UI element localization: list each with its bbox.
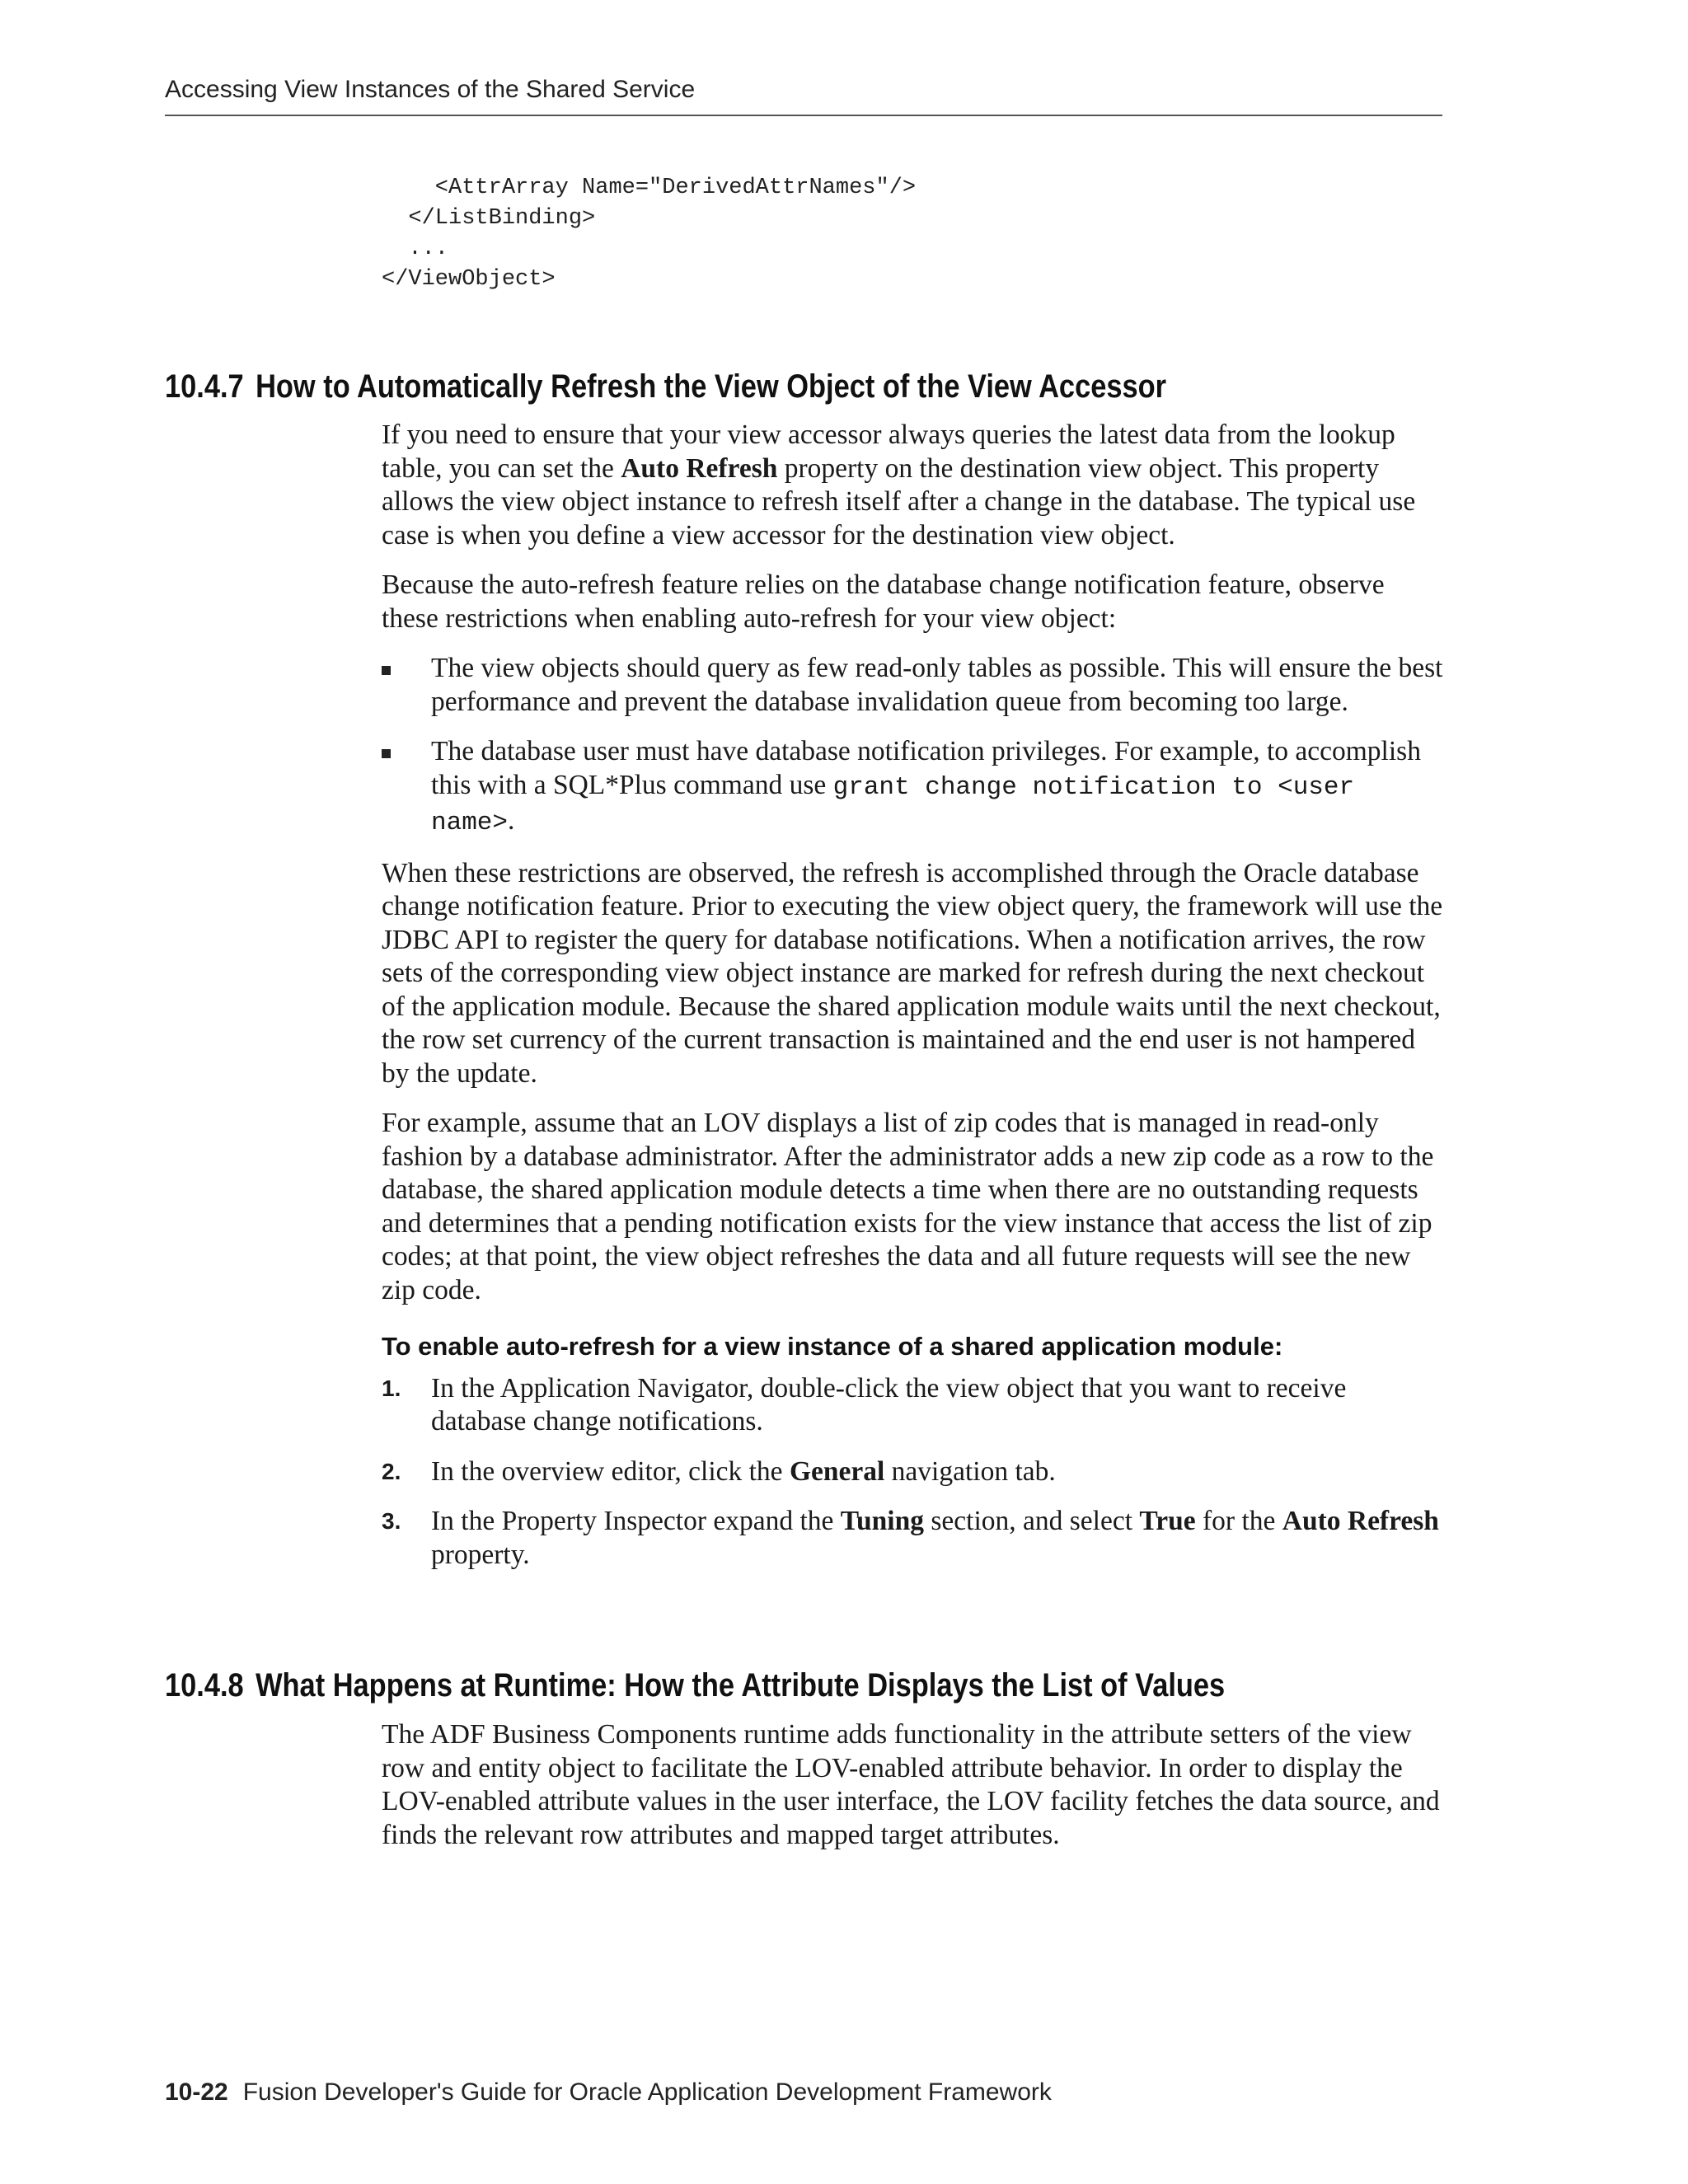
step-item [382,1455,1445,1489]
paragraph [382,419,1445,552]
text-run: If you need to ensure that your view accessor always queries the latest data from the lookup table, you can set the [382,419,1395,484]
step-number: 2. [382,1458,401,1484]
bold-term: Auto Refresh [621,452,778,484]
text-run: . [508,805,515,836]
list-item-text: The view objects should query as few read-only tables as possible. This will ensure the best performance and prevent the database invalidation queue from becoming too large. [431,653,1443,717]
step-item [382,1505,1445,1572]
step-text: In the overview editor, click the [431,1455,790,1487]
header-rule [165,115,1442,116]
bullet-icon [382,749,391,758]
text-run: property on the destination view object. This property allows the view object instance to refresh itself after a change in the database. The typical use case is when you define a view accessor for the destination view object. [382,452,1416,551]
section-title: What Happens at Runtime: How the Attribute Displays the List of Values [256,1667,1226,1704]
paragraph: The ADF Business Components runtime adds functionality in the attribute setters of the view row and entity object to facilitate the LOV-enabled attribute behavior. In order to display the LOV-enabled attribute values in the user interface, the LOV facility fetches the data source, and finds the relevant row attributes and mapped target attributes. [382,1719,1440,1850]
bold-term: Auto Refresh [1282,1506,1439,1536]
step-text: In the Property Inspector expand the [431,1506,841,1536]
section-number: 10.4.7 [165,368,244,405]
section-heading-10-4-7 [165,368,1166,405]
step-text: for the [1195,1506,1282,1536]
step-item [382,1372,1445,1439]
list-item-text: The database user must have database notification privileges. For example, to accomplish this with a SQL*Plus command use [431,736,1421,800]
step-number: 3. [382,1508,401,1534]
running-header: Accessing View Instances of the Shared Service [165,76,696,103]
bold-term: Tuning [840,1506,924,1536]
paragraph: For example, assume that an LOV displays a list of zip codes that is managed in read-only fashion by a database administrator. After the administrator adds a new zip code as a row to the database, the shared application module detects a time when there are no outstanding requests and determines that a pending notification exists for the view instance that access the list of zip codes; at that point, the view object refreshes the data and all future requests will see the new zip code. [382,1108,1434,1305]
book-title: Fusion Developer's Guide for Oracle Application Development Framework [242,2079,1052,2106]
step-text: navigation tab. [884,1455,1056,1487]
paragraph: When these restrictions are observed, the refresh is accomplished through the Oracle database change notification feature. Prior to executing the view object query, the framework will use the JDBC API to register the query for database notifications. When a notification arrives, the row sets of the corresponding view object instance are marked for refresh during the next checkout of the application module. Because the shared application module waits until the next checkout, the row set currency of the current transaction is maintained and the end user is not hampered by the update. [382,857,1443,1089]
code-line: </ViewObject> [382,267,556,292]
list-item [382,735,1445,841]
inline-code: grant change notification to <user name> [431,772,1355,837]
section-body-10-4-8 [382,1718,1445,1868]
step-text: section, and select [924,1506,1140,1536]
procedure-title: To enable auto-refresh for a view instance of a shared application module: [382,1332,1283,1361]
code-line: <AttrArray Name="DerivedAttrNames"/> [382,176,917,200]
step-text: In the Application Navigator, double-click the view object that you want to receive database change notifications. [431,1372,1347,1436]
bold-term: True [1139,1506,1196,1536]
code-line: </ListBinding> [382,206,596,231]
bold-term: General [789,1455,885,1487]
list-item [382,652,1445,719]
procedure-steps [382,1372,1445,1572]
section-heading-10-4-8 [165,1667,1225,1704]
section-body-10-4-7 [382,419,1445,1588]
step-text: property. [431,1539,530,1570]
page-footer [165,2079,1052,2107]
code-line: ... [382,237,449,261]
paragraph: Because the auto-refresh feature relies on the database change notification feature, observe these restrictions when enabling auto-refresh for your view object: [382,569,1385,634]
restrictions-list [382,652,1445,841]
bullet-icon [382,666,391,675]
page-number: 10-22 [165,2079,228,2106]
section-title: How to Automatically Refresh the View Object of the View Accessor [256,368,1167,405]
code-sample [382,173,916,295]
step-number: 1. [382,1375,401,1401]
section-number: 10.4.8 [165,1667,244,1704]
